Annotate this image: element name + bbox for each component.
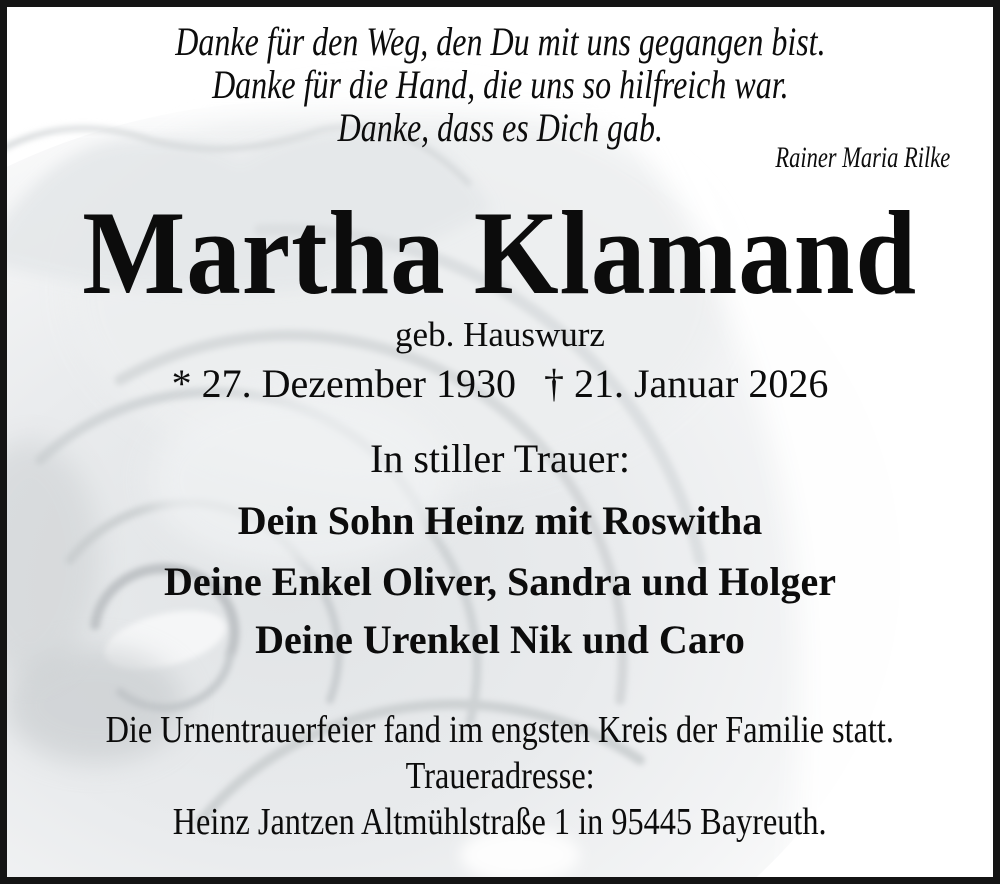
quote-attribution-text: Rainer Maria Rilke: [775, 141, 950, 174]
mourner-line-3: Deine Urenkel Nik und Caro: [255, 617, 745, 662]
ceremony-note-text: Die Urnentrauerfeier fand im engsten Kreis der Familie statt.: [105, 709, 895, 751]
maiden-name: geb. Hauswurz: [395, 315, 605, 354]
address-label: [0, 757, 1000, 795]
birth-date: 27. Dezember 1930: [201, 361, 516, 406]
death-date: 21. Januar 2026: [573, 361, 829, 406]
quote-attribution: [717, 143, 950, 173]
death-cross-icon: †: [543, 361, 564, 406]
mourning-intro: In stiller Trauer:: [370, 436, 630, 481]
deceased-name: [0, 186, 1000, 319]
quote-line-2: [0, 62, 1000, 107]
quote-line-2-text: Danke für die Hand, die uns so hilfreich war.: [211, 62, 789, 107]
deceased-name-text: Martha Klamand: [82, 186, 918, 319]
quote-line-1-text: Danke für den Weg, den Du mit uns gegangen bist.: [174, 19, 826, 64]
address-line-text: Heinz Jantzen Altmühlstraße 1 in 95445 Bayreuth.: [173, 801, 827, 843]
life-dates: [0, 361, 1000, 406]
mourner-line-2: Deine Enkel Oliver, Sandra und Holger: [164, 559, 836, 604]
quote-line-1: [0, 19, 1000, 64]
quote-line-3-text: Danke, dass es Dich gab.: [337, 105, 663, 150]
address-label-text: Traueradresse:: [405, 755, 595, 797]
death-date-group: [544, 361, 828, 406]
address-line: [0, 803, 1000, 841]
birth-date-group: [172, 361, 516, 406]
birth-star-symbol: *: [171, 361, 192, 406]
mourner-line-1: Dein Sohn Heinz mit Roswitha: [237, 498, 763, 543]
ceremony-note: [0, 711, 1000, 749]
